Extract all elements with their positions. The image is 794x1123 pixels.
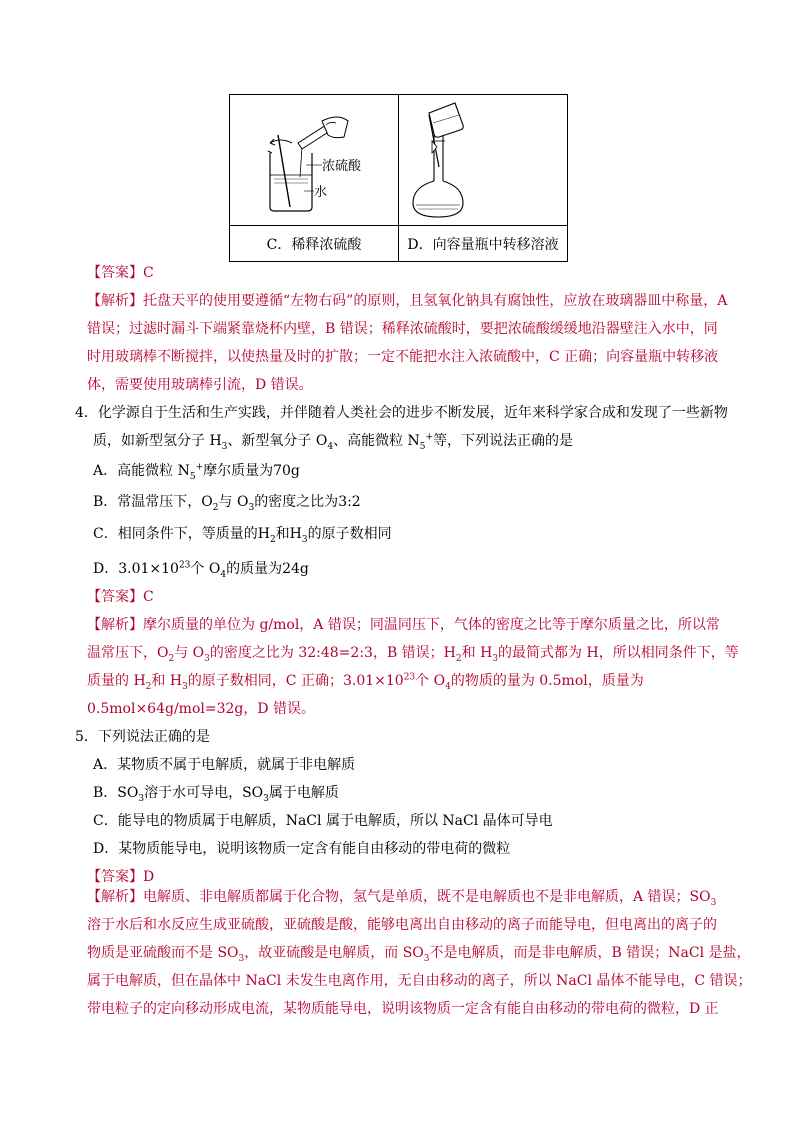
q4-analysis: 【解析】摩尔质量的单位为 g/mol，A 错误；同温同压下，气体的密度之比等于摩尔质量之比，所以常 温常压下，$O_2$与 $O_3$的密度之比为 32:48=2:3，B 错误；$H_2$和 $H_3$的最简式都为 H，所以相同条件下，等 质量的 $H_2$和 $H_3$的原子数相同，C 正确；$3.01\times 10^{23}$个 $O_4$的物质的量为 0.5mol，质量为 0.5mol×64g/mol=32g，D 错误。 [87,617,739,717]
analysis-line: 托盘天平的使用要遵循“左物右码”的原则，且氢氧化钠具有腐蚀性，应放在玻璃器皿中称量，A [143,293,728,309]
q4-option-a: A．高能微粒 $N_5^+$摩尔质量为70g [93,462,300,482]
q4-option-c: C．相同条件下，等质量的$H_2$和$H_3$的原子数相同 [93,526,392,545]
answer-label: 【答案】 [87,869,143,885]
dilution-diagram [230,95,398,225]
q4-option-b: B．常温常压下，$O_2$与 $O_3$的密度之比为3:2 [93,494,361,513]
figure-dilute-acid [230,95,399,226]
caption-d: D．向容量瓶中转移溶液 [399,226,568,262]
answer-value: C [143,265,154,281]
answer-label: 【答案】 [87,589,143,605]
q5-analysis: 【解析】电解质、非电解质都属于化合物，氢气是单质，既不是电解质也不是非电解质，A 错误；$SO_3$ 溶于水后和水反应生成亚硫酸，亚硫酸是酸，能够电离出自由移动的离子而能导电，但电离出的离子的 物质是亚硫酸而不是 $SO_3$，故亚硫酸是电解质，而 $SO_3$不是电解质，而是非电解质，B 错误；NaCl 是盐， 属于电解质，但在晶体中 NaCl 未发生电离作用，无自由移动的离子，所以 NaCl 晶体不能导电，C 错误； 带电粒子的定向移动形成电流，某物质能导电，说明该物质一定含有能自由移动的带电荷的微粒，D 正 [87,889,752,1017]
answer-value: C [143,589,154,605]
stem-line: 质，如新型氢分子 $H_3$、新型氧分子 $O_4$、高能微粒 $N_5^+$等，下列说法正确的是 [93,432,574,452]
flask-diagram [399,95,567,225]
q4-option-d: D．$3.01\times 10^{23}$个 $O_4$的质量为24g [93,560,309,580]
q3-answer [87,259,727,287]
figure-volumetric-flask [399,95,568,226]
label-water: 水 [314,185,328,200]
analysis-line: 体，需要使用玻璃棒引流，D 错误。 [87,377,313,393]
q4-stem [75,399,735,455]
answer-label: 【答案】 [87,265,143,281]
q5-option-b: B．$SO_3$溶于水可导电，$SO_3$属于电解质 [93,785,339,804]
q5-stem: 5．下列说法正确的是 [75,729,210,745]
figure-table [229,94,568,262]
answer-value: D [143,869,155,885]
caption-c: C．稀释浓硫酸 [230,226,399,262]
q4-answer [87,583,727,611]
analysis-line: 错误；过滤时漏斗下端紧靠烧杯内壁，B 错误；稀释浓硫酸时，要把浓硫酸缓缓地沿器壁注入水中，同 [87,321,718,337]
analysis-line: 时用玻璃棒不断搅拌，以使热量及时的扩散；一定不能把水注入浓硫酸中，C 正确；向容量瓶中转移液 [87,349,719,365]
label-concentrated-acid: 浓硫酸 [322,159,362,174]
stem-line: 4．化学源自于生活和生产实践，并伴随着人类社会的进步不断发展，近年来科学家合成和发现了一些新物 [75,405,728,421]
q5-option-c: C．能导电的物质属于电解质，NaCl 属于电解质，所以 NaCl 晶体可导电 [93,813,553,829]
q3-analysis [87,287,727,399]
q5-option-a: A．某物质不属于电解质，就属于非电解质 [93,757,356,773]
q5-option-d: D．某物质能导电，说明该物质一定含有能自由移动的带电荷的微粒 [93,841,511,857]
analysis-label: 【解析】 [87,293,143,309]
